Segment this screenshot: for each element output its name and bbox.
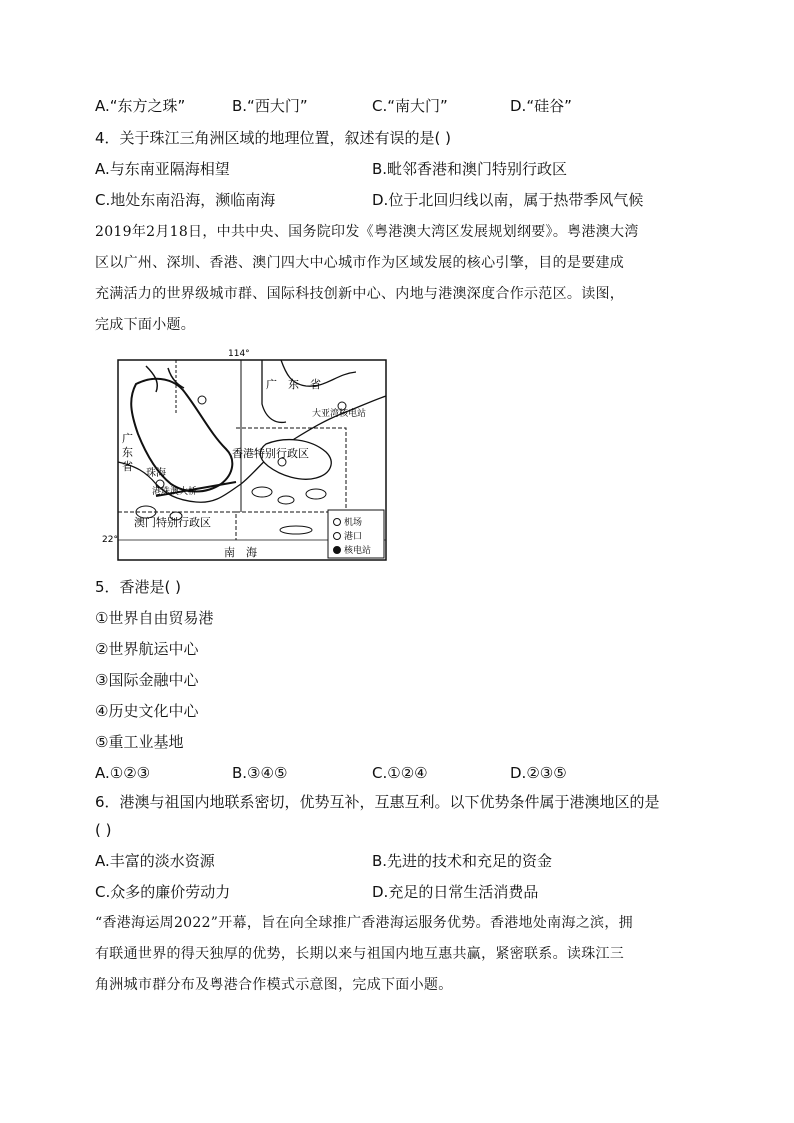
q3-option-d: D.“硅谷” bbox=[510, 97, 572, 115]
q5-stem: 5．香港是( ) bbox=[95, 578, 182, 596]
q5-item-3: ③国际金融中心 bbox=[95, 671, 199, 689]
q4-stem: 4．关于珠江三角洲区域的地理位置，叙述有误的是( ) bbox=[95, 129, 452, 147]
q6-option-b: B.先进的技术和充足的资金 bbox=[372, 852, 553, 870]
q4-option-a: A.与东南亚隔海相望 bbox=[95, 160, 230, 178]
longitude-label: 114° bbox=[228, 349, 250, 359]
passage2-line-3: 角洲城市群分布及粤港合作模式示意图，完成下面小题。 bbox=[95, 977, 453, 993]
q5-item-5: ⑤重工业基地 bbox=[95, 733, 184, 751]
macau-label: 澳门特别行政区 bbox=[134, 516, 211, 529]
q6-stem-paren: ( ) bbox=[95, 821, 112, 839]
q5-item-1: ①世界自由贸易港 bbox=[95, 609, 214, 627]
q6-stem: 6．港澳与祖国内地联系密切，优势互补，互惠互利。以下优势条件属于港澳地区的是 bbox=[95, 793, 660, 811]
nuclear-plant-label: 大亚湾核电站 bbox=[312, 409, 367, 419]
passage2-line-2: 有联通世界的得天独厚的优势，长期以来与祖国内地互惠共赢，紧密联系。读珠江三 bbox=[95, 946, 625, 962]
legend-nuclear-label: 核电站 bbox=[344, 546, 372, 556]
legend-port-label: 港口 bbox=[344, 532, 363, 542]
passage1-line-2: 区以广州、深圳、香港、澳门四大中心城市作为区域发展的核心引擎，目的是要建成 bbox=[95, 255, 625, 271]
guangdong-label-left-3: 省 bbox=[122, 460, 133, 473]
pearl-river-delta-map bbox=[102, 344, 388, 564]
zhuhai-label: 珠海 bbox=[146, 468, 166, 479]
q5-option-c: C.①②④ bbox=[372, 764, 428, 782]
bridge-label: 港珠澳大桥 bbox=[152, 487, 198, 497]
q6-option-c: C.众多的廉价劳动力 bbox=[95, 883, 231, 901]
q3-option-a: A.“东方之珠” bbox=[95, 97, 186, 115]
q5-option-d: D.②③⑤ bbox=[510, 764, 567, 782]
passage1-line-1: 2019年2月18日，中共中央、国务院印发《粤港澳大湾区发展规划纲要》。粤港澳大湾 bbox=[95, 224, 639, 240]
q4-option-d: D.位于北回归线以南，属于热带季风气候 bbox=[372, 191, 644, 209]
q6-option-a: A.丰富的淡水资源 bbox=[95, 852, 215, 870]
guangdong-label-left-2: 东 bbox=[122, 446, 133, 459]
hk-label: 香港特别行政区 bbox=[232, 447, 309, 460]
passage1-line-3: 充满活力的世界级城市群、国际科技创新中心、内地与港澳深度合作示范区。读图， bbox=[95, 286, 625, 302]
q5-item-4: ④历史文化中心 bbox=[95, 702, 199, 720]
legend-nuclear-icon bbox=[334, 547, 341, 554]
legend-airport-label: 机场 bbox=[344, 518, 363, 528]
q3-option-b: B.“西大门” bbox=[232, 97, 308, 115]
guangdong-label-top: 广 东 省 bbox=[266, 378, 321, 391]
q4-option-c: C.地处东南沿海，濒临南海 bbox=[95, 191, 276, 209]
sea-label: 南 海 bbox=[224, 546, 257, 559]
passage1-line-4: 完成下面小题。 bbox=[95, 317, 196, 333]
passage2-line-1: “香港海运周2022”开幕，旨在向全球推广香港海运服务优势。香港地处南海之滨，拥 bbox=[95, 915, 633, 931]
q5-option-a: A.①②③ bbox=[95, 764, 151, 782]
guangdong-label-left-1: 广 bbox=[122, 432, 133, 445]
q5-option-b: B.③④⑤ bbox=[232, 764, 288, 782]
q4-option-b: B.毗邻香港和澳门特别行政区 bbox=[372, 160, 568, 178]
latitude-label: 22° bbox=[102, 535, 118, 545]
q5-item-2: ②世界航运中心 bbox=[95, 640, 199, 658]
q3-option-c: C.“南大门” bbox=[372, 97, 448, 115]
q6-option-d: D.充足的日常生活消费品 bbox=[372, 883, 539, 901]
